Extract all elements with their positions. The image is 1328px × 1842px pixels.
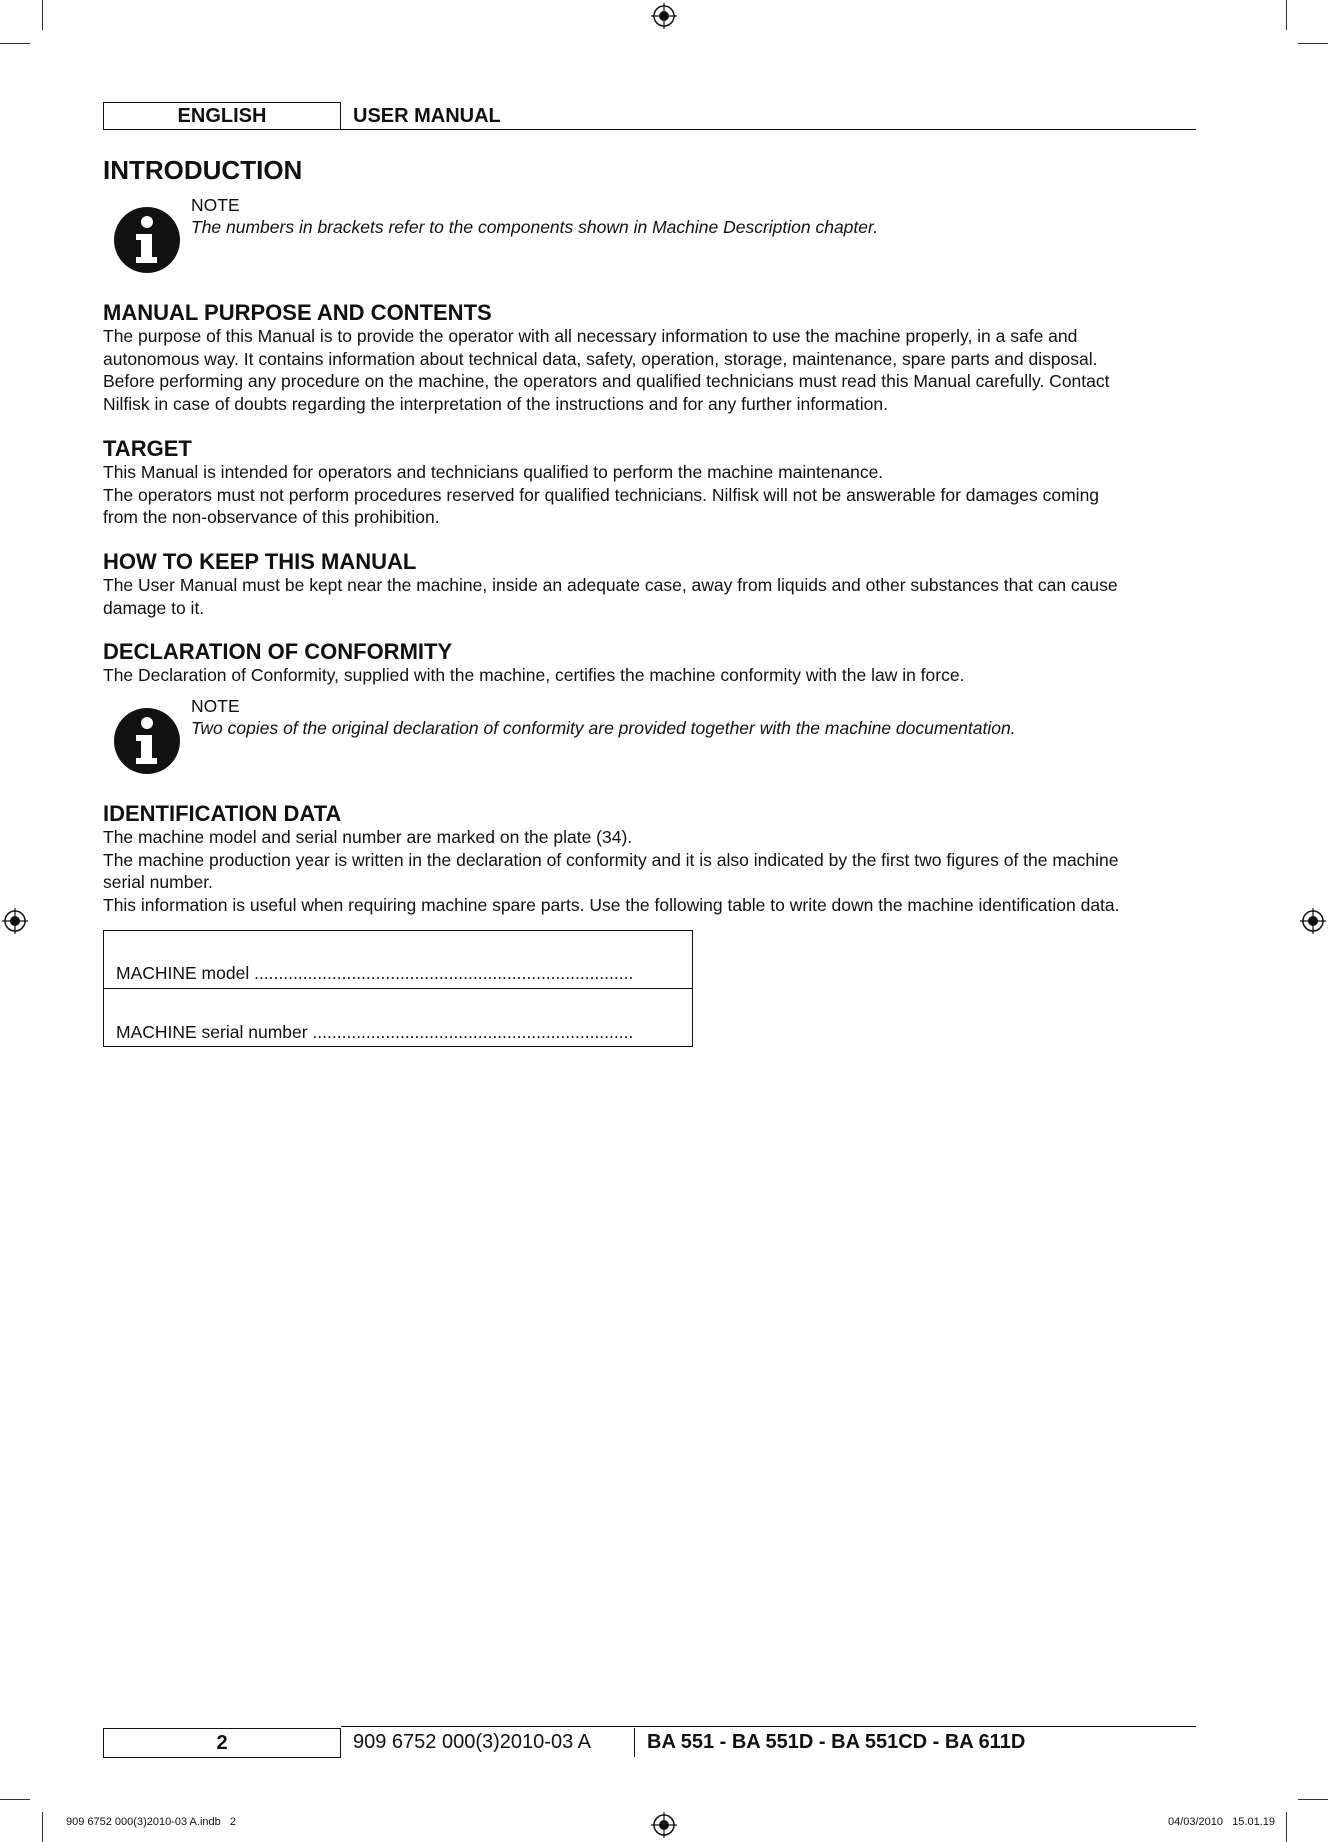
machine-model-row bbox=[104, 931, 692, 989]
crop-mark bbox=[1286, 1812, 1287, 1842]
text-line: The purpose of this Manual is to provide the operator with all necessary information to use the machine properly, in a safe and bbox=[103, 326, 1078, 346]
text-line: The machine production year is written in the declaration of conformity and it is also indicated by the first two figures of the machine bbox=[103, 849, 1119, 870]
section-body-conformity bbox=[103, 664, 1203, 687]
registration-mark-icon bbox=[2, 908, 28, 934]
section-body-identification bbox=[103, 826, 1203, 916]
document-code: 909 6752 000(3)2010-03 A bbox=[353, 1731, 591, 1753]
page-number: 2 bbox=[103, 1728, 341, 1758]
note-label: NOTE bbox=[191, 195, 240, 215]
section-body-keep bbox=[103, 574, 1203, 619]
crop-mark bbox=[42, 1812, 43, 1842]
text-line: Before performing any procedure on the machine, the operators and qualified technicians must read this Manual carefully. Contact bbox=[103, 371, 1110, 391]
machine-models: BA 551 - BA 551D - BA 551CD - BA 611D bbox=[647, 1731, 1026, 1753]
header-rule bbox=[341, 129, 1196, 130]
info-icon bbox=[112, 706, 182, 776]
intro-note bbox=[112, 193, 1212, 273]
crop-mark bbox=[42, 0, 43, 30]
text-line: This information is useful when requiring machine spare parts. Use the following table to write down the machine identification data. bbox=[103, 894, 1120, 915]
crop-mark bbox=[0, 43, 30, 44]
footer-separator bbox=[634, 1728, 635, 1757]
text-line: The machine model and serial number are marked on the plate (34). bbox=[103, 827, 633, 847]
note-text: The numbers in brackets refer to the components shown in Machine Description chapter. bbox=[191, 217, 879, 237]
crop-mark bbox=[1298, 43, 1328, 44]
section-heading-keep: HOW TO KEEP THIS MANUAL bbox=[103, 549, 417, 574]
text-line: The Declaration of Conformity, supplied with the machine, certifies the machine conformity with the law in force. bbox=[103, 665, 965, 685]
note-text: Two copies of the original declaration of conformity are provided together with the machine documentation. bbox=[191, 718, 1016, 738]
section-heading-purpose: MANUAL PURPOSE AND CONTENTS bbox=[103, 300, 492, 325]
language-label: ENGLISH bbox=[103, 102, 341, 130]
text-line: serial number. bbox=[103, 872, 213, 892]
print-slug-file: 909 6752 000(3)2010-03 A.indb 2 bbox=[66, 1816, 237, 1828]
note-label: NOTE bbox=[191, 696, 240, 716]
page-header bbox=[103, 102, 1196, 130]
text-line: damage to it. bbox=[103, 597, 205, 618]
section-heading-conformity: DECLARATION OF CONFORMITY bbox=[103, 639, 453, 664]
text-line: The User Manual must be kept near the machine, inside an adequate case, away from liquids and other substances that can cause bbox=[103, 575, 1118, 595]
text-line: This Manual is intended for operators and technicians qualified to perform the machine maintenance. bbox=[103, 462, 884, 482]
footer-rule bbox=[341, 1726, 1196, 1727]
print-slug-datetime: 04/03/2010 15.01.19 bbox=[1167, 1816, 1275, 1828]
machine-model-field: MACHINE model .............................................................................. bbox=[116, 963, 634, 983]
text-line: autonomous way. It contains information about technical data, safety, operation, storage, maintenance, spare parts and disposal. bbox=[103, 348, 1098, 369]
text-line: The operators must not perform procedures reserved for qualified technicians. Nilfisk will not be answerable for damages coming bbox=[103, 484, 1100, 505]
text-line: from the non-observance of this prohibition. bbox=[103, 507, 440, 527]
text-line: Nilfisk in case of doubts regarding the interpretation of the instructions and for any further information. bbox=[103, 393, 889, 414]
section-body-purpose bbox=[103, 325, 1203, 415]
machine-serial-field: MACHINE serial number .................................................................. bbox=[116, 1022, 634, 1042]
crop-mark bbox=[1298, 1799, 1328, 1800]
introduction-heading: INTRODUCTION bbox=[103, 155, 303, 185]
header-title: USER MANUAL bbox=[353, 105, 501, 127]
section-body-target bbox=[103, 461, 1203, 529]
registration-mark-icon bbox=[651, 3, 677, 29]
identification-table bbox=[103, 930, 693, 1047]
info-icon bbox=[112, 205, 182, 275]
crop-mark bbox=[0, 1799, 30, 1800]
conformity-note bbox=[112, 694, 1212, 774]
section-heading-target: TARGET bbox=[103, 436, 192, 461]
crop-mark bbox=[1286, 0, 1287, 30]
machine-serial-row bbox=[104, 989, 692, 1047]
registration-mark-icon bbox=[1300, 908, 1326, 934]
registration-mark-icon bbox=[651, 1812, 677, 1838]
page-footer bbox=[103, 1726, 1196, 1758]
section-heading-identification: IDENTIFICATION DATA bbox=[103, 801, 342, 826]
